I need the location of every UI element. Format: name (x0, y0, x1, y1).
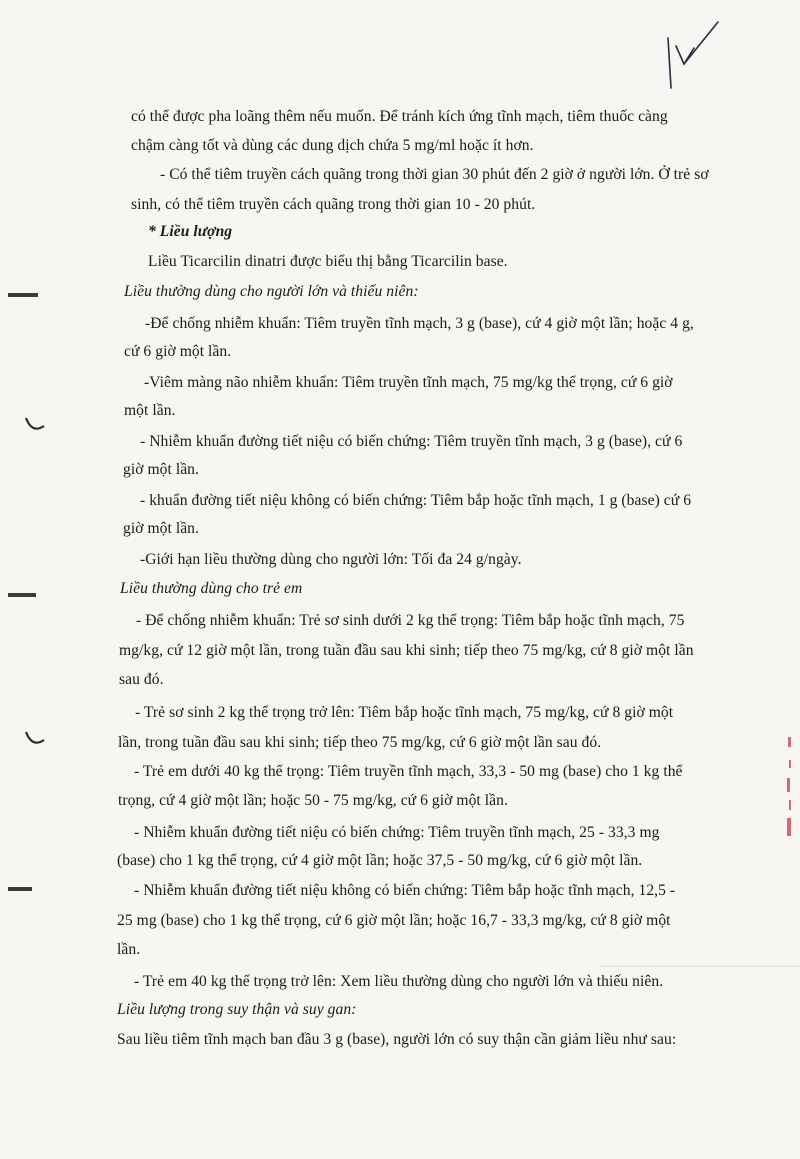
subheading: Liều thường dùng cho trẻ em (120, 580, 303, 597)
body-line: trọng, cứ 4 giờ một lần; hoặc 50 - 75 mg/kg, cứ 6 giờ một lần. (118, 792, 508, 809)
body-line: - Nhiễm khuẩn đường tiết niệu có biến chứng: Tiêm truyền tĩnh mạch, 25 - 33,3 mg (134, 824, 660, 841)
section-heading: * Liều lượng (148, 223, 233, 240)
body-line: sinh, có thể tiêm truyền cách quãng trong thời gian 10 - 20 phút. (131, 196, 536, 213)
body-line: lần. (117, 941, 141, 958)
body-line: Liều Ticarcilin dinatri được biểu thị bằng Ticarcilin base. (148, 253, 508, 270)
body-line: - Trẻ em 40 kg thể trọng trở lên: Xem liều thường dùng cho người lớn và thiếu niên. (134, 973, 664, 990)
punch-hole-shadow (26, 418, 44, 429)
body-line: -Viêm màng não nhiễm khuẩn: Tiêm truyền tĩnh mạch, 75 mg/kg thể trọng, cứ 6 giờ (144, 374, 673, 391)
binder-mark (8, 293, 38, 297)
body-line: cứ 6 giờ một lần. (124, 343, 232, 360)
body-line: - Trẻ em dưới 40 kg thể trọng: Tiêm truyền tĩnh mạch, 33,3 - 50 mg (base) cho 1 kg thể (134, 763, 683, 780)
body-line: sau đó. (119, 671, 164, 688)
body-line: - khuẩn đường tiết niệu không có biến chứng: Tiêm bắp hoặc tĩnh mạch, 1 g (base) cứ 6 (140, 492, 692, 509)
body-line: có thể được pha loãng thêm nếu muốn. Để tránh kích ứng tĩnh mạch, tiêm thuốc càng (131, 108, 668, 125)
body-line: lần, trong tuần đầu sau khi sinh; tiếp theo 75 mg/kg, cứ 6 giờ một lần sau đó. (118, 734, 602, 751)
body-line: - Nhiễm khuẩn đường tiết niệu có biến chứng: Tiêm truyền tĩnh mạch, 3 g (base), cứ 6 (140, 433, 683, 450)
body-line: -Để chống nhiễm khuẩn: Tiêm truyền tĩnh mạch, 3 g (base), cứ 4 giờ một lần; hoặc 4 g, (145, 315, 694, 332)
body-line: một lần. (124, 402, 176, 419)
body-line: 25 mg (base) cho 1 kg thể trọng, cứ 6 giờ một lần; hoặc 16,7 - 33,3 mg/kg, cứ 8 giờ một (117, 912, 671, 929)
binder-mark (8, 887, 32, 891)
binder-mark (8, 593, 36, 597)
body-line: Sau liều tiêm tĩnh mạch ban đầu 3 g (base), người lớn có suy thận cần giảm liều như sau: (117, 1031, 677, 1048)
body-line: -Giới hạn liều thường dùng cho người lớn: Tối đa 24 g/ngày. (140, 551, 522, 568)
body-line: (base) cho 1 kg thể trọng, cứ 4 giờ một lần; hoặc 37,5 - 50 mg/kg, cứ 6 giờ một lần. (117, 852, 643, 869)
body-line: - Trẻ sơ sinh 2 kg thể trọng trở lên: Tiêm bắp hoặc tĩnh mạch, 75 mg/kg, cứ 8 giờ một (135, 704, 674, 721)
punch-hole-shadow (26, 732, 44, 743)
subheading: Liều thường dùng cho người lớn và thiếu niên: (124, 283, 419, 300)
body-line: chậm càng tốt và dùng các dung dịch chứa 5 mg/ml hoặc ít hơn. (131, 137, 534, 154)
body-line: - Để chống nhiễm khuẩn: Trẻ sơ sinh dưới 2 kg thể trọng: Tiêm bắp hoặc tĩnh mạch, 75 (136, 612, 685, 629)
body-line: - Nhiễm khuẩn đường tiết niệu không có biến chứng: Tiêm bắp hoặc tĩnh mạch, 12,5 - (134, 882, 676, 899)
subheading: Liều lượng trong suy thận và suy gan: (117, 1001, 357, 1018)
body-line: giờ một lần. (123, 520, 199, 537)
stamp-fragment (787, 737, 791, 836)
body-line: giờ một lần. (123, 461, 199, 478)
body-line: - Có thể tiêm truyền cách quãng trong thời gian 30 phút đến 2 giờ ở người lớn. Ở trẻ sơ (160, 166, 709, 183)
body-line: mg/kg, cứ 12 giờ một lần, trong tuần đầu sau khi sinh; tiếp theo 75 mg/kg, cứ 8 giờ một lần (119, 642, 694, 659)
handwritten-corner-mark (668, 22, 718, 88)
